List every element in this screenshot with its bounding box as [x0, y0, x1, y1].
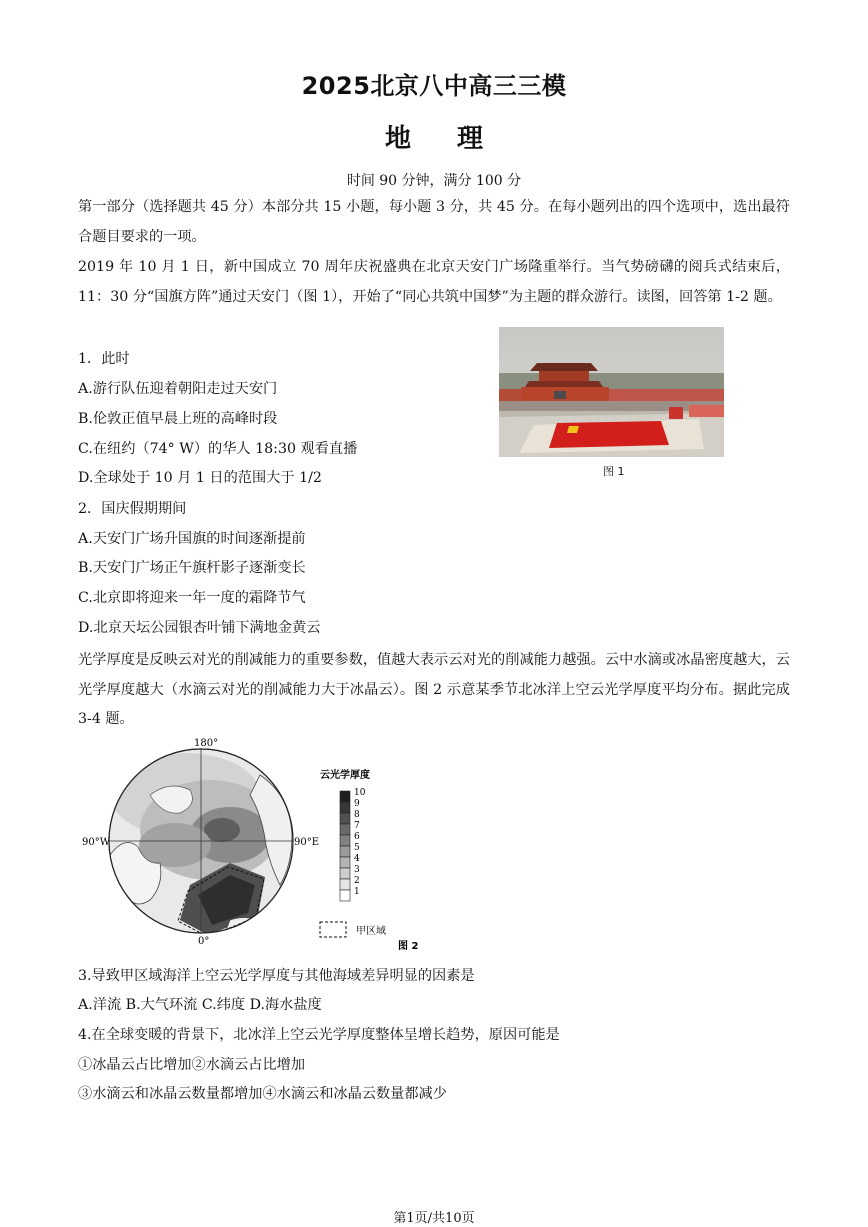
- passage-2: 光学厚度是反映云对光的削减能力的重要参数，值越大表示云对光的削减能力越强。云中水滴或冰晶密度越大，云光学厚度越大（水滴云对光的削减能力大于冰晶云）。图 2 示意某季节北冰洋上空云光学厚度平均分布。据此完成 3-4 题。: [78, 652, 790, 728]
- time-info: 时间 90 分钟，满分 100 分: [346, 173, 522, 189]
- question-1-stem: 1．此时: [78, 351, 130, 367]
- figure-1-photo: [499, 327, 724, 457]
- legend-swatch: [340, 868, 350, 879]
- page-footer: 第1页/共10页: [393, 1211, 475, 1226]
- question-2-option-a: A.天安门广场升国旗的时间逐渐提前: [78, 531, 306, 547]
- question-2-option-d: D.北京天坛公园银杏叶铺下满地金黄云: [78, 620, 321, 636]
- label-90e: 90°E: [294, 837, 320, 848]
- question-4-line-2: ③水滴云和冰晶云数量都增加④水滴云和冰晶云数量都减少: [78, 1086, 447, 1102]
- legend-tick-label: 10: [354, 788, 366, 798]
- question-4-line-1: ①冰晶云占比增加②水滴云占比增加: [78, 1057, 306, 1073]
- legend-tick-label: 4: [354, 854, 360, 864]
- legend-tick-label: 1: [354, 887, 360, 897]
- label-0: 0°: [198, 936, 210, 947]
- question-2-option-b: B.天安门广场正午旗杆影子逐渐变长: [78, 560, 306, 576]
- question-1-option-c: C.在纽约（74° W）的华人 18:30 观看直播: [78, 441, 358, 457]
- question-1-option-b: B.伦敦正值早晨上班的高峰时段: [78, 411, 278, 427]
- legend-swatch: [340, 835, 350, 846]
- legend-tick-label: 8: [354, 810, 360, 820]
- question-2-option-c: C.北京即将迎来一年一度的霜降节气: [78, 590, 306, 606]
- legend-tick-label: 3: [354, 865, 360, 875]
- legend-swatch: [340, 813, 350, 824]
- legend-scale: [340, 788, 366, 901]
- legend-tick-label: 2: [354, 876, 360, 886]
- label-90w: 90°W: [82, 837, 111, 848]
- legend-swatch: [340, 824, 350, 835]
- legend-title: 云光学厚度: [320, 770, 370, 781]
- figure-2-caption: 图 2: [398, 941, 419, 952]
- question-3-stem: 3.导致甲区域海洋上空云光学厚度与其他海域差异明显的因素是: [78, 968, 475, 984]
- question-2-stem: 2．国庆假期期间: [78, 501, 187, 517]
- exam-title: 2025北京八中高三三模: [301, 72, 567, 100]
- legend-swatch: [340, 857, 350, 868]
- legend-swatch: [340, 791, 350, 802]
- legend-swatch: [340, 890, 350, 901]
- question-3-options: A.洋流 B.大气环流 C.纬度 D.海水盐度: [78, 997, 322, 1013]
- legend-swatch: [340, 846, 350, 857]
- subject-title: 地理: [384, 124, 529, 154]
- legend-swatch: [340, 879, 350, 890]
- question-1-option-a: A.游行队伍迎着朝阳走过天安门: [78, 381, 278, 397]
- region-label: 甲区域: [356, 926, 386, 937]
- question-1-option-d: D.全球处于 10 月 1 日的范围大于 1/2: [78, 470, 322, 486]
- legend-tick-label: 6: [354, 832, 360, 842]
- legend-tick-label: 9: [354, 799, 360, 809]
- figure-2-map: [80, 735, 440, 959]
- question-4-stem: 4.在全球变暖的背景下，北冰洋上空云光学厚度整体呈增长趋势，原因可能是: [78, 1027, 560, 1043]
- legend-swatch: [340, 802, 350, 813]
- legend-tick-label: 7: [354, 821, 360, 831]
- passage-1: 2019 年 10 月 1 日，新中国成立 70 周年庆祝盛典在北京天安门广场隆重举行。当气势磅礴的阅兵式结束后，11：30 分“国旗方阵”通过天安门（图 1），开始了“同心共筑中国梦”为主题的群众游行。读图，回答第 1-2 题。: [78, 259, 790, 305]
- figure-1-caption: 图 1: [603, 465, 625, 478]
- section-intro: 第一部分（选择题共 45 分）本部分共 15 小题，每小题 3 分，共 45 分。在每小题列出的四个选项中，选出最符合题目要求的一项。: [78, 199, 790, 245]
- legend-tick-label: 5: [354, 843, 360, 853]
- label-180: 180°: [194, 738, 219, 749]
